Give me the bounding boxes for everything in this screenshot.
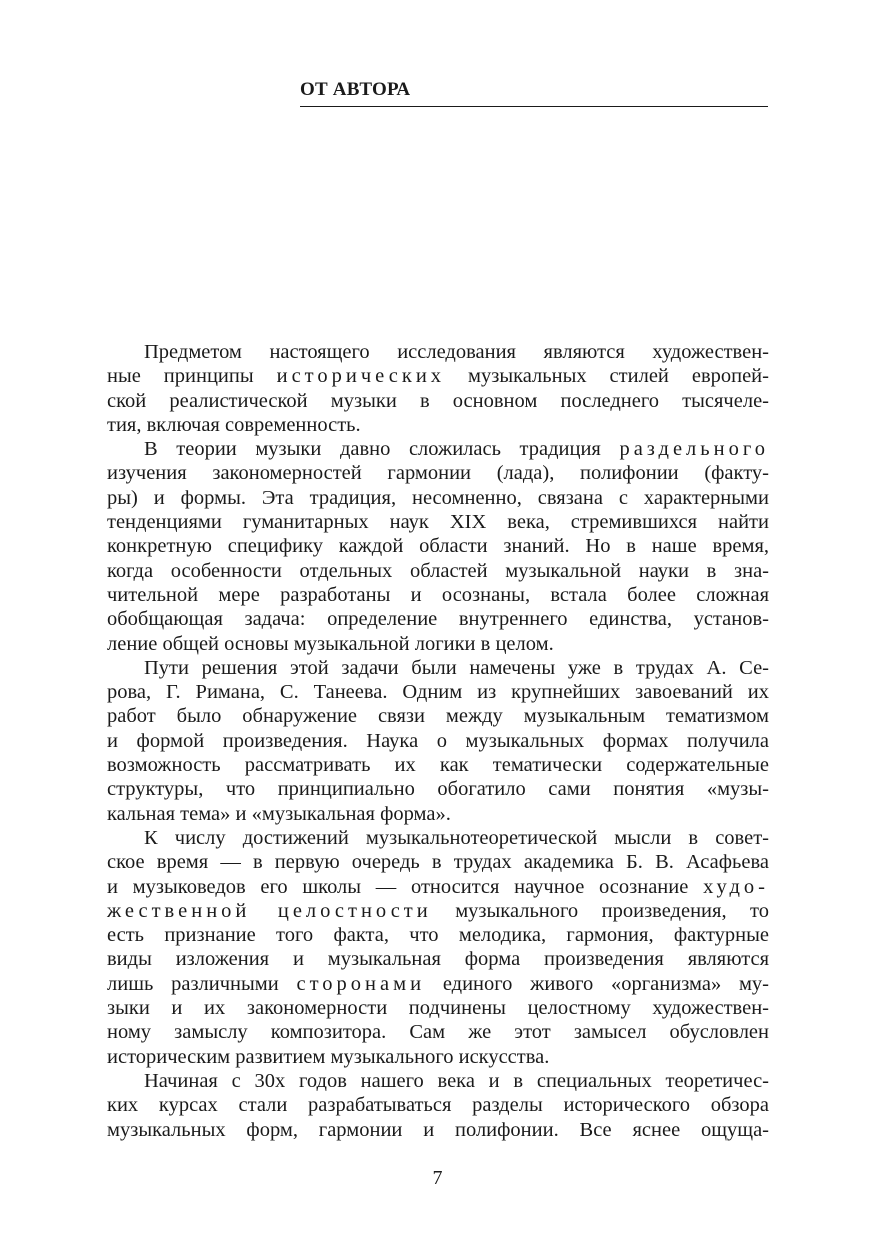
text-segment: В теории музыки давно сложилась традиция (144, 438, 620, 461)
page-header (300, 78, 768, 107)
text-line (107, 875, 769, 899)
text-segment: структуры, что принципиально обогатило сами понятия «музы- (107, 778, 769, 801)
text-segment: тенденциями гуманитарных наук XIX века, стремившихся найти (107, 511, 769, 534)
emphasis-spaced: раздельного (619, 438, 769, 461)
text-line (107, 583, 769, 607)
text-line (107, 510, 769, 534)
text-segment: ры) и формы. Эта традиция, несомненно, связана с характерными (107, 486, 769, 509)
text-segment: кальная тема» и «музыкальная форма». (107, 802, 451, 825)
text-line (107, 413, 769, 437)
text-line (107, 899, 769, 923)
text-line (107, 826, 769, 850)
emphasis-spaced: жественной целостности (107, 899, 432, 922)
text-segment: возможность рассматривать их как тематически содержательные (107, 754, 769, 777)
text-line (107, 923, 769, 947)
text-segment: обобщающая задача: определение внутреннего единства, установ- (107, 608, 769, 631)
text-segment: тия, включая современность. (107, 413, 361, 436)
text-line (107, 729, 769, 753)
text-segment: ному замыслу композитора. Сам же этот замысел обусловлен (107, 1021, 769, 1044)
text-segment: и формой произведения. Наука о музыкальных формах получила (107, 729, 769, 752)
text-line (107, 850, 769, 874)
text-segment: когда особенности отдельных областей музыкальной науки в зна- (107, 559, 769, 582)
text-segment: ление общей основы музыкальной логики в целом. (107, 632, 554, 655)
emphasis-spaced: исторических (276, 365, 446, 388)
text-segment: виды изложения и музыкальная форма произведения являются (107, 948, 769, 971)
text-line (107, 559, 769, 583)
paragraph (107, 437, 769, 656)
emphasis-spaced: худо- (703, 875, 769, 898)
text-segment: работ было обнаружение связи между музыкальным тематизмом (107, 705, 769, 728)
emphasis-spaced: сторонами (296, 972, 426, 995)
text-line (107, 461, 769, 485)
text-segment: К числу достижений музыкальнотеоретической мысли в совет- (144, 826, 769, 849)
text-segment: единого живого «организма» му- (425, 972, 769, 995)
text-segment: ское время — в первую очередь в трудах академика Б. В. Асафьева (107, 851, 769, 874)
text-segment: есть признание того факта, что мелодика, гармония, фактурные (107, 924, 769, 947)
paragraph (107, 340, 769, 437)
text-line (107, 389, 769, 413)
text-line (107, 802, 769, 826)
text-segment: ких курсах стали разрабатываться разделы исторического обзора (107, 1094, 769, 1117)
text-line (107, 704, 769, 728)
text-segment: музыкальных форм, гармонии и полифонии. Все яснее ощуща- (107, 1118, 769, 1141)
text-line (107, 437, 769, 461)
text-segment: Начиная с 30х годов нашего века и в специальных теоретичес- (144, 1069, 769, 1092)
text-segment: изучения закономерностей гармонии (лада), полифонии (факту- (107, 462, 769, 485)
text-line (107, 753, 769, 777)
text-line (107, 996, 769, 1020)
text-line (107, 656, 769, 680)
text-segment: чительной мере разработаны и осознаны, встала более сложная (107, 583, 769, 606)
text-line (107, 364, 769, 388)
text-segment: зыки и их закономерности подчинены целостному художествен- (107, 997, 769, 1020)
page-number: 7 (432, 1167, 443, 1189)
text-line (107, 534, 769, 558)
text-line (107, 632, 769, 656)
text-segment: историческим развитием музыкального искусства. (107, 1045, 550, 1068)
text-line (107, 972, 769, 996)
text-segment: Предметом настоящего исследования являются художествен- (144, 341, 769, 363)
text-segment: ные принципы (107, 365, 277, 388)
text-segment: конкретную специфику каждой области знаний. Но в наше время, (107, 535, 769, 558)
text-segment: музыкального произведения, то (431, 899, 769, 922)
paragraph (107, 1069, 769, 1142)
chapter-title: ОТ АВТОРА (300, 79, 411, 100)
text-segment: ской реалистической музыки в основном последнего тысячеле- (107, 389, 769, 412)
text-line (107, 1093, 769, 1117)
paragraph (107, 826, 769, 1069)
text-line (107, 340, 769, 364)
paragraph (107, 656, 769, 826)
text-line (107, 777, 769, 801)
text-segment: рова, Г. Римана, С. Танеева. Одним из крупнейших завоеваний их (107, 681, 769, 704)
text-line (107, 1045, 769, 1069)
body-text (107, 340, 769, 1142)
text-segment: Пути решения этой задачи были намечены уже в трудах А. Се- (144, 656, 769, 679)
text-line (107, 1069, 769, 1093)
text-line (107, 1118, 769, 1142)
text-segment: лишь различными (107, 972, 297, 995)
text-line (107, 1020, 769, 1044)
text-segment: и музыковедов его школы — относится научное осознание (107, 875, 704, 898)
text-line (107, 947, 769, 971)
text-line (107, 680, 769, 704)
text-line (107, 486, 769, 510)
text-segment: музыкальных стилей европей- (445, 365, 769, 388)
text-line (107, 607, 769, 631)
